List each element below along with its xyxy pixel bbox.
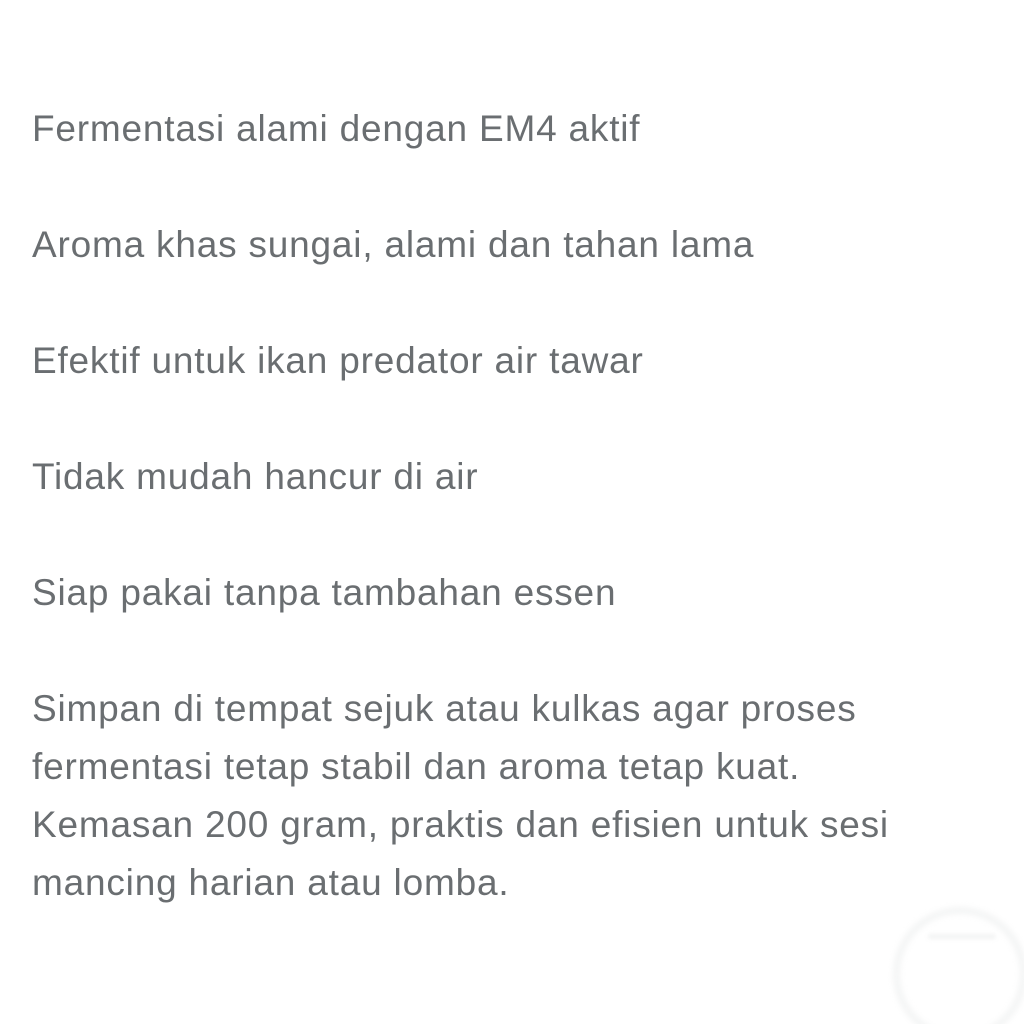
feature-line-effectiveness: Efektif untuk ikan predator air tawar	[32, 340, 644, 381]
product-description-content	[32, 100, 994, 912]
storage-and-packaging-paragraph	[32, 680, 994, 912]
description-line: Kemasan 200 gram, praktis dan efisien untuk sesi	[32, 804, 889, 845]
feature-line-aroma: Aroma khas sungai, alami dan tahan lama	[32, 224, 755, 265]
description-line: Simpan di tempat sejuk atau kulkas agar proses	[32, 688, 857, 729]
feature-line-ready-to-use: Siap pakai tanpa tambahan essen	[32, 572, 617, 613]
faded-floating-button	[893, 907, 1024, 1024]
feature-line-fermentation: Fermentasi alami dengan EM4 aktif	[32, 108, 641, 149]
description-line: mancing harian atau lomba.	[32, 862, 510, 903]
feature-line-durability: Tidak mudah hancur di air	[32, 456, 479, 497]
description-line: fermentasi tetap stabil dan aroma tetap kuat.	[32, 746, 801, 787]
faded-floating-button-icon	[928, 934, 996, 939]
